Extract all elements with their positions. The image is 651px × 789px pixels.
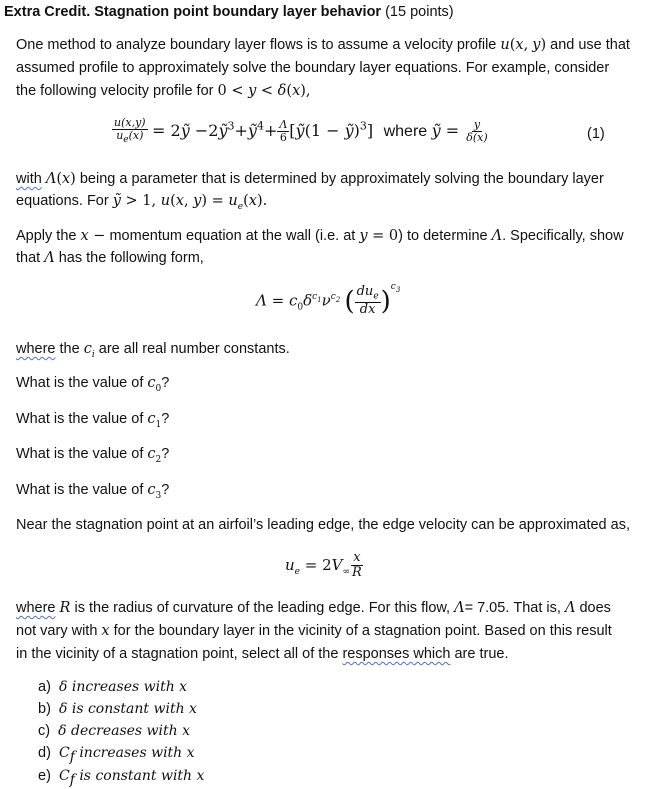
- momentum-text-b: momentum equation at the wall (i.e. at: [105, 228, 360, 244]
- r-text-g: are true.: [450, 646, 509, 662]
- equation-1: $\frac{u(x,y)}{u_e(x)}$ = 2ỹ −2ỹ$^3$+ỹ$^4$+ $\frac{\Lambda}{6}$ [ỹ(1 − ỹ)$^3$] where ỹ = $\frac{y}{\delta(x)}$: [114, 116, 488, 146]
- question-var: c: [147, 375, 156, 391]
- question-end: ?: [161, 375, 170, 391]
- option-letter: a): [38, 679, 51, 695]
- intro-text-a: One method to analyze boundary layer flows is to assume a velocity profile: [16, 37, 501, 53]
- where-ci-text-b: are all real number constants.: [94, 341, 290, 357]
- question-var: c: [147, 446, 156, 462]
- option-a[interactable]: [38, 679, 187, 695]
- lambda-value: = 7.05.: [464, 600, 510, 616]
- question-var: c: [147, 411, 156, 427]
- where-word-2: where: [16, 600, 56, 616]
- momentum-text-e: that: [16, 250, 45, 266]
- r-text-c: does: [575, 600, 611, 616]
- option-text-after: is constant with x: [74, 768, 205, 784]
- question-c1: [16, 411, 169, 430]
- title-points: (15 points): [381, 4, 454, 20]
- option-text: δ is constant with x: [58, 701, 197, 717]
- lambda-text-a: being a parameter that is determined by approximately solving the boundary layer: [75, 171, 604, 187]
- momentum-text-d: . Specifically, show: [502, 228, 624, 244]
- option-e[interactable]: [38, 768, 204, 788]
- lambda-line-1: with Λ(x) being a parameter that is determined by approximately solving the boundary layer: [16, 171, 604, 187]
- stagnation-intro: Near the stagnation point at an airfoil’s leading edge, the edge velocity can be approximated as,: [16, 517, 630, 533]
- question-text: What is the value of: [16, 446, 148, 462]
- r-line-1: where R is the radius of curvature of the leading edge. For this flow, Λ= 7.05. That is, Λ does: [16, 600, 611, 616]
- option-text: C: [58, 745, 70, 761]
- question-sub: 0: [155, 383, 162, 394]
- question-end: ?: [161, 411, 170, 427]
- intro-line-1: One method to analyze boundary layer flows is to assume a velocity profile u(x, y) and use that: [16, 37, 630, 53]
- option-d[interactable]: [38, 745, 195, 765]
- question-sub: 2: [155, 454, 162, 465]
- intro-text-c: the following velocity profile for: [16, 83, 218, 99]
- title-bold: Extra Credit. Stagnation point boundary layer behavior: [4, 4, 382, 20]
- where-ci-text-a: the: [55, 341, 84, 357]
- option-letter: c): [38, 723, 51, 739]
- with-word: with: [16, 171, 42, 187]
- eq1-where: where: [383, 122, 428, 140]
- intro-line-3: the following velocity profile for 0 < y < δ(x),: [16, 83, 311, 99]
- option-letter: e): [38, 768, 51, 784]
- option-text: δ decreases with x: [58, 723, 191, 739]
- question-var: c: [147, 482, 156, 498]
- equation-number: (1): [587, 126, 605, 142]
- momentum-line-1: Apply the x − momentum equation at the wall (i.e. at y = 0) to determine Λ. Specifically, show: [16, 228, 624, 244]
- question-c2: [16, 446, 169, 465]
- where-word-1: where: [16, 341, 56, 357]
- option-text: C: [58, 768, 70, 784]
- edge-velocity-equation: $u_e = 2V_\infty$ $\frac{x}{R}$: [285, 550, 362, 581]
- option-text-after: increases with x: [74, 745, 195, 761]
- question-end: ?: [161, 446, 170, 462]
- r-text-a: is the radius of curvature of the leading edge. For this flow,: [70, 600, 455, 616]
- eq1-lambda-over-6: $\frac{\Lambda}{6}$: [279, 117, 288, 145]
- velocity-profile-symbol: u: [500, 37, 510, 53]
- option-text: δ increases with x: [58, 679, 188, 695]
- lambda-line-2: equations. For ỹ > 1, u(x, $y) = u_e(x)$.: [16, 193, 268, 212]
- eq1-ytilde-def: $\frac{y}{\delta(x)}$: [466, 117, 488, 145]
- intro-text-b: and use that: [546, 37, 630, 53]
- momentum-line-2: that Λ has the following form,: [16, 250, 204, 266]
- question-c0: [16, 375, 169, 394]
- momentum-text-c: ) to determine: [398, 228, 492, 244]
- lambda-text-b: equations. For: [16, 193, 113, 209]
- question-c3: [16, 482, 169, 501]
- option-sub: f: [69, 748, 75, 765]
- lambda-equation: $\Lambda = c_0\delta^{c_1}\nu^{c_2}$ ( $\frac{du_e}{dx}$ )$^{c_3}$: [256, 282, 401, 318]
- option-sub: f: [69, 771, 75, 788]
- question-text: What is the value of: [16, 482, 148, 498]
- problem-title: [4, 4, 454, 20]
- question-sub: 3: [155, 490, 162, 501]
- r-line-3: [16, 646, 508, 662]
- r-line-2: not vary with x for the boundary layer in the vicinity of a stagnation point. Based on this result: [16, 623, 612, 639]
- eq1-lhs-fraction: $\frac{u(x,y)}{u_e(x)}$: [114, 116, 146, 146]
- question-sub: 1: [155, 419, 162, 430]
- r-text-e: for the boundary layer in the vicinity of a stagnation point. Based on this result: [109, 623, 612, 639]
- question-text: What is the value of: [16, 375, 148, 391]
- option-c[interactable]: [38, 723, 190, 739]
- momentum-text-a: Apply the: [16, 228, 81, 244]
- option-letter: d): [38, 745, 51, 761]
- where-ci-line: where the $c_i$ are all real number constants.: [16, 341, 290, 360]
- question-end: ?: [161, 482, 170, 498]
- responses-which: responses which: [342, 646, 451, 662]
- r-text-f: in the vicinity of a stagnation point, select all of the: [16, 646, 343, 662]
- momentum-text-f: has the following form,: [54, 250, 204, 266]
- option-b[interactable]: [38, 701, 197, 717]
- r-text-d: not vary with: [16, 623, 102, 639]
- option-letter: b): [38, 701, 51, 717]
- intro-line-2: assumed profile to approximately solve the boundary layer equations. For example, consider: [16, 60, 610, 76]
- question-text: What is the value of: [16, 411, 148, 427]
- r-text-b: That is,: [509, 600, 565, 616]
